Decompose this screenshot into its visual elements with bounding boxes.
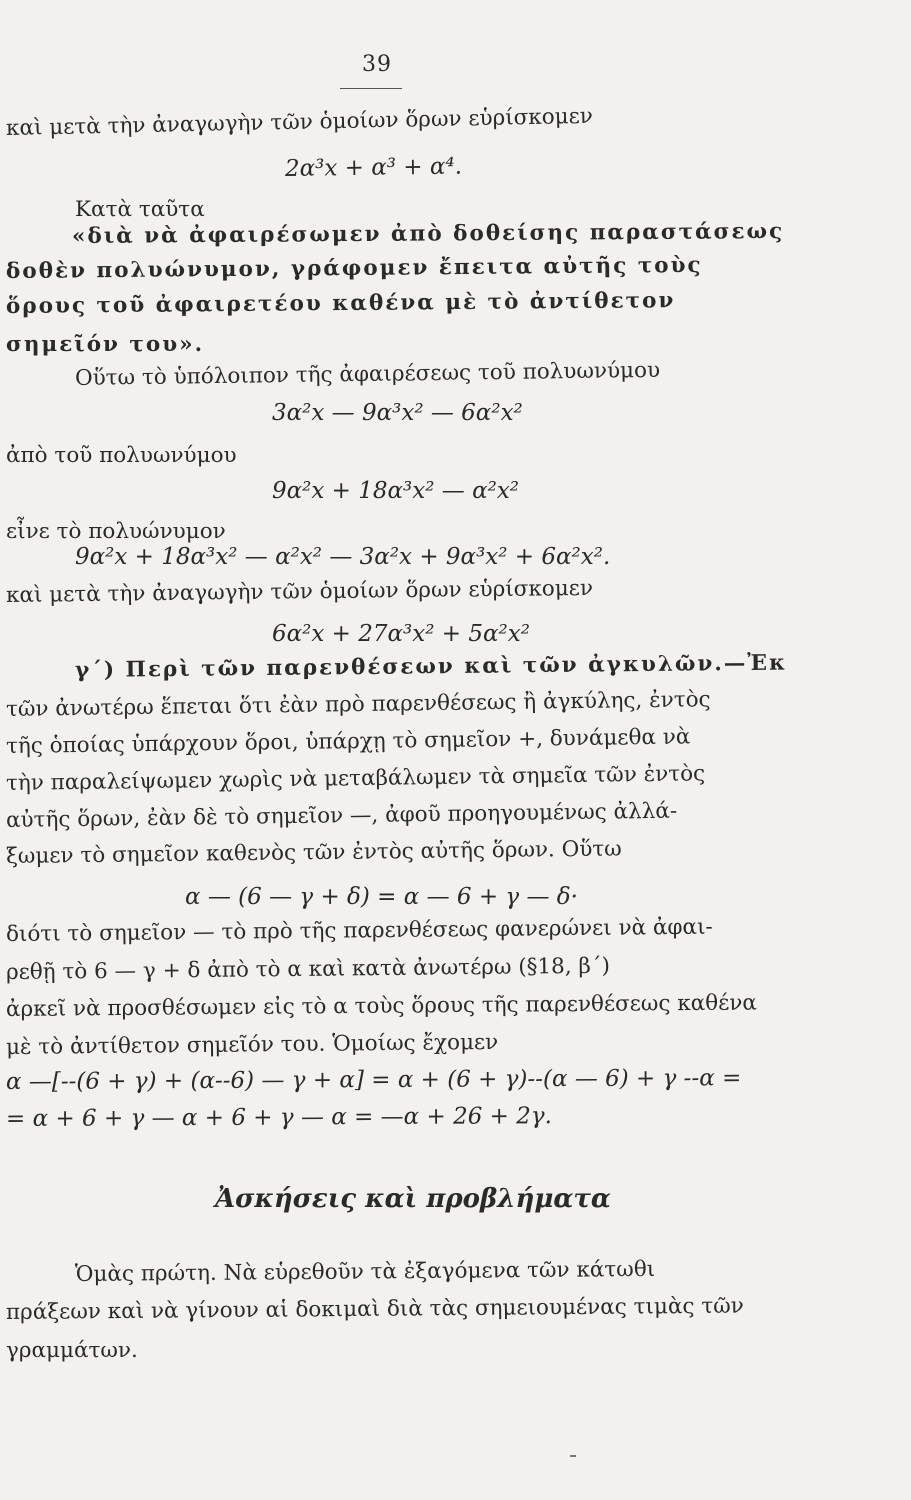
text-line: τὴν παραλείψωμεν χωρὶς νὰ μεταβάλωμεν τὰ σημεῖα τῶν ἐντὸς [5, 761, 706, 796]
formula-line: = α + 6 + γ — α + 6 + γ — α = —α + 26 + 2γ. [5, 1103, 552, 1132]
section-heading-line: γ΄) Περὶ τῶν παρενθέσεων καὶ τῶν ἀγκυλῶν.—Ἐκ [74, 650, 788, 683]
text-line: καὶ μετὰ τὴν ἀναγωγὴν τῶν ὁμοίων ὅρων εὑρίσκομεν [5, 575, 594, 608]
rule-text-line: ὅρους τοῦ ἀφαιρετέου καθένα μὲ τὸ ἀντίθετον [5, 288, 676, 319]
rule-text-line: δοθὲν πολυώνυμον, γράφομεν ἔπειτα αὐτῆς τοὺς [5, 252, 703, 284]
formula-line: α —[--(6 + γ) + (α--6) — γ + α] = α + (6 + γ)--(α — 6) + γ --α = [5, 1065, 742, 1095]
formula-line: 6α²x + 27α³x² + 5α²x² [272, 621, 530, 647]
page-number: 39 [362, 52, 392, 77]
text-line: μὲ τὸ ἀντίθετον σημεῖόν του. Ὁμοίως ἔχομεν [5, 1029, 499, 1060]
text-line: καὶ μετὰ τὴν ἀναγωγὴν τῶν ὁμοίων ὅρων εὑρίσκομεν [5, 103, 594, 141]
text-line: τῶν ἀνωτέρω ἕπεται ὅτι ἐὰν πρὸ παρενθέσεως ἢ ἀγκύλης, ἐντὸς [5, 687, 711, 722]
text-line: Οὕτω τὸ ὑπόλοιπον τῆς ἀφαιρέσεως τοῦ πολυωνύμου [74, 357, 661, 391]
text-line: ρεθῇ τὸ 6 — γ + δ ἀπὸ τὸ α καὶ κατὰ ἀνωτέρω (§18, β΄) [5, 953, 611, 985]
formula-line: α — (6 — γ + δ) = α — 6 + γ — δ· [185, 884, 578, 910]
text-line: εἶνε τὸ πολυώνυμον [6, 519, 226, 544]
formula-line: 9α²x + 18α³x² — α²x² — 3α²x + 9α³x² + 6α²x². [75, 544, 611, 570]
text-line: Κατὰ ταῦτα [75, 197, 205, 222]
text-line: γραμμάτων. [6, 1338, 138, 1363]
footer-mark [570, 1455, 576, 1457]
formula-line: 3α²x — 9α³x² — 6α²x² [272, 400, 523, 426]
text-line: ἀρκεῖ νὰ προσθέσωμεν εἰς τὸ α τοὺς ὅρους τῆς παρενθέσεως καθένα [5, 990, 758, 1022]
rule-text-line: «διὰ νὰ ἀφαιρέσωμεν ἀπὸ δοθείσης παραστάσεως [71, 219, 785, 249]
rule-text-line: σημεῖόν του». [6, 332, 205, 357]
page-number-rule [340, 88, 402, 89]
formula-line: 9α²x + 18α³x² — α²x² [272, 478, 520, 504]
text-line: ἀπὸ τοῦ πολυωνύμου [6, 443, 237, 468]
text-line: πράξεων καὶ νὰ γίνουν αἱ δοκιμαὶ διὰ τὰς σημειουμένας τιμὰς τῶν [5, 1293, 744, 1325]
text-line: Ὁμὰς πρώτη. Νὰ εὑρεθοῦν τὰ ἐξαγόμενα τῶν κάτωθι [74, 1256, 656, 1287]
exercises-heading: Ἀσκήσεις καὶ προβλήματα [215, 1184, 611, 1214]
text-line: αὐτῆς ὅρων, ἐὰν δὲ τὸ σημεῖον —, ἀφοῦ προηγουμένως ἀλλά- [5, 798, 678, 833]
text-line: διότι τὸ σημεῖον — τὸ πρὸ τῆς παρενθέσεως φανερώνει νὰ ἀφαι- [5, 914, 713, 947]
text-line: τῆς ὁποίας ὑπάρχουν ὅροι, ὑπάρχῃ τὸ σημεῖον +, δυνάμεθα νὰ [5, 724, 691, 759]
formula-line: 2α³x + α³ + α⁴. [284, 153, 463, 182]
text-line: ξωμεν τὸ σημεῖον καθενὸς τῶν ἐντὸς αὐτῆς ὅρων. Οὕτω [5, 836, 622, 869]
